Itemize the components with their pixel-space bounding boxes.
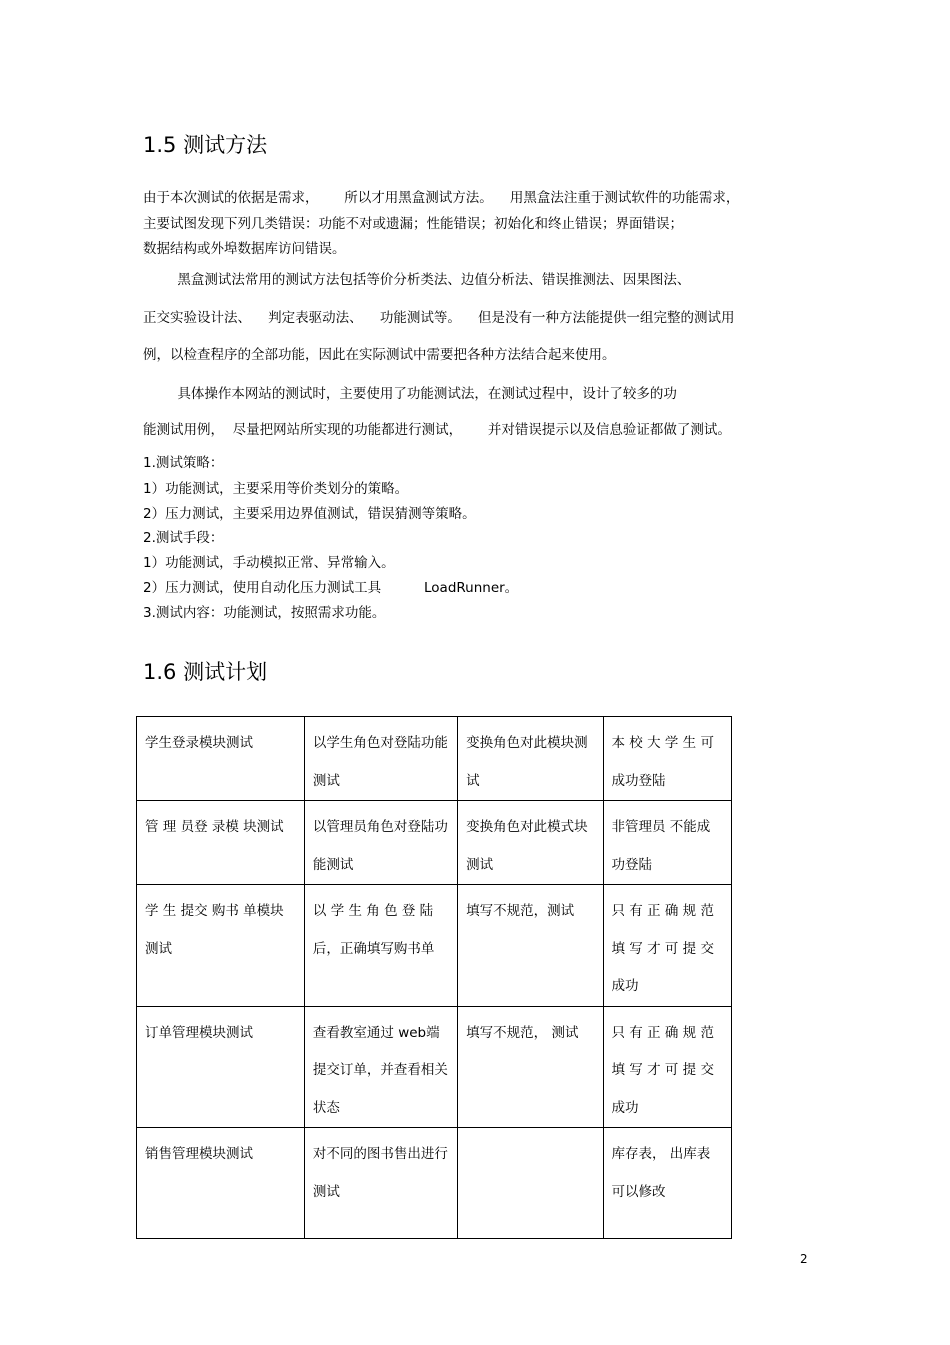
table-cell: 变换角色对此模式块测试 — [458, 801, 603, 885]
table-row — [137, 1128, 732, 1239]
list-item: 2）压力测试，主要采用边界值测试，错误猜测等策略。 — [143, 506, 476, 522]
list-heading-means: 2.测试手段： — [143, 530, 224, 546]
table-row — [137, 1006, 732, 1128]
paragraph-line: 正交实验设计法、 判定表驱动法、 功能测试等。 但是没有一种方法能提供一组完整的测试用 — [143, 310, 735, 326]
paragraph-line: 具体操作本网站的测试时，主要使用了功能测试法，在测试过程中，设计了较多的功 — [143, 386, 677, 402]
list-item: 1）功能测试，主要采用等价类划分的策略。 — [143, 481, 409, 497]
paragraph-line: 黑盒测试法常用的测试方法包括等价分析类法、边值分析法、错误推测法、因果图法、 — [143, 272, 691, 288]
paragraph-line: 能测试用例， 尽量把网站所实现的功能都进行测试， 并对错误提示以及信息验证都做了测试。 — [143, 422, 731, 438]
table-cell: 学生登录模块测试 — [137, 717, 305, 801]
table-cell: 填写不规范，测试 — [458, 885, 603, 1007]
table-cell: 只 有 正 确 规 范填 写 才 可 提 交成功 — [603, 1006, 731, 1128]
table-cell: 订单管理模块测试 — [137, 1006, 305, 1128]
table-row — [137, 885, 732, 1007]
table-cell: 填写不规范， 测试 — [458, 1006, 603, 1128]
table-row — [137, 801, 732, 885]
list-item: 1）功能测试，手动模拟正常、异常输入。 — [143, 555, 395, 571]
test-plan-table — [136, 716, 732, 1239]
table-cell: 查看教室通过 web端提交订单，并查看相关状态 — [304, 1006, 457, 1128]
table-cell: 本 校 大 学 生 可成功登陆 — [603, 717, 731, 801]
table-cell: 以 学 生 角 色 登 陆后，正确填写购书单 — [304, 885, 457, 1007]
table-cell: 以管理员角色对登陆功能测试 — [304, 801, 457, 885]
list-item: 2）压力测试，使用自动化压力测试工具 LoadRunner。 — [143, 580, 519, 596]
paragraph-line: 主要试图发现下列几类错误：功能不对或遗漏；性能错误；初始化和终止错误；界面错误； — [143, 216, 683, 232]
table-row — [137, 717, 732, 801]
table-cell: 对不同的图书售出进行测试 — [304, 1128, 457, 1239]
table-cell: 学 生 提交 购书 单模块测试 — [137, 885, 305, 1007]
table-cell: 以学生角色对登陆功能测试 — [304, 717, 457, 801]
table-cell: 管 理 员登 录模 块测试 — [137, 801, 305, 885]
table-cell — [458, 1128, 603, 1239]
list-heading-content: 3.测试内容：功能测试，按照需求功能。 — [143, 605, 386, 621]
paragraph-line: 数据结构或外埠数据库访问错误。 — [143, 241, 346, 257]
table-cell: 只 有 正 确 规 范填 写 才 可 提 交成功 — [603, 885, 731, 1007]
section-1-5-heading: 1.5 测试方法 — [143, 133, 268, 157]
paragraph-line: 由于本次测试的依据是需求， 所以才用黑盒测试方法。 用黑盒法注重于测试软件的功能需求， — [143, 190, 740, 206]
page-number: 2 — [800, 1252, 808, 1266]
section-1-6-heading: 1.6 测试计划 — [143, 660, 268, 684]
table-cell: 变换角色对此模块测试 — [458, 717, 603, 801]
list-heading-strategy: 1.测试策略： — [143, 455, 224, 471]
table-cell: 库存表， 出库表可以修改 — [603, 1128, 731, 1239]
table-cell: 销售管理模块测试 — [137, 1128, 305, 1239]
paragraph-line: 例，以检查程序的全部功能，因此在实际测试中需要把各种方法结合起来使用。 — [143, 347, 616, 363]
table-cell: 非管理员 不能成功登陆 — [603, 801, 731, 885]
